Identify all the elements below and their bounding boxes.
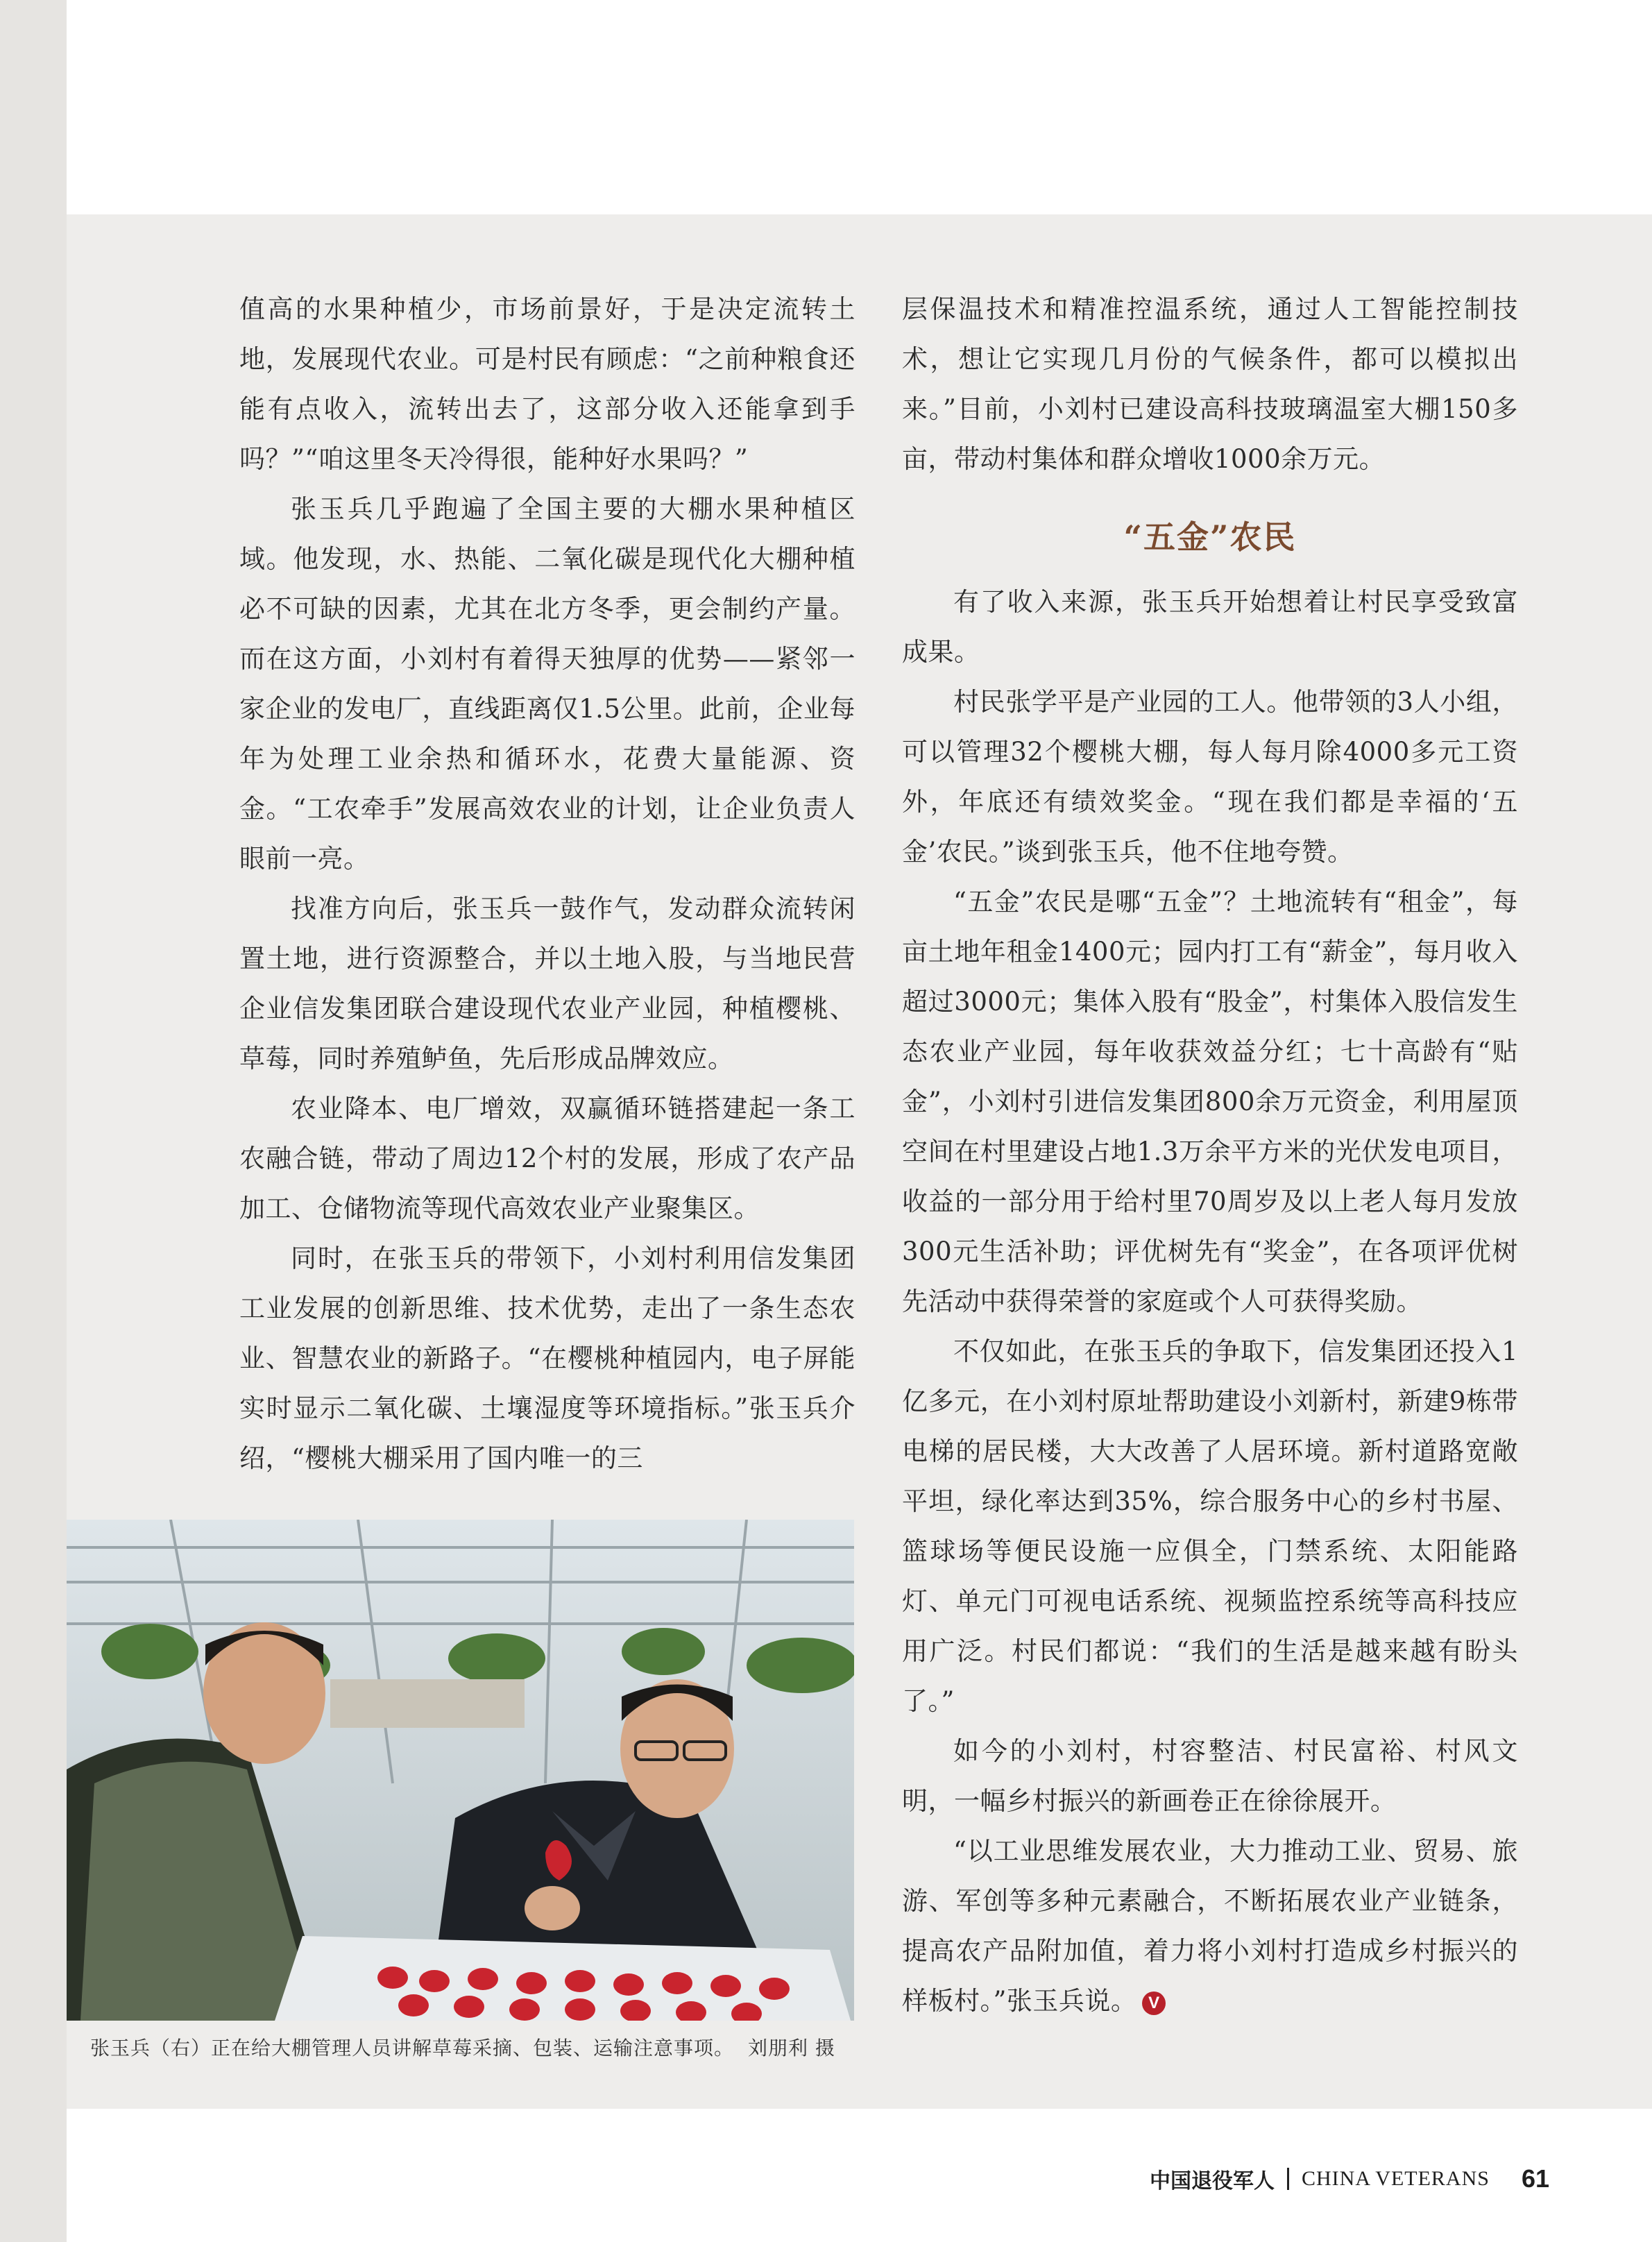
- paragraph: 找准方向后，张玉兵一鼓作气，发动群众流转闲置土地，进行资源整合，并以土地入股，与当地民营企业信发集团联合建设现代农业产业园，种植樱桃、草莓，同时养殖鲈鱼，先后形成品牌效应。: [239, 894, 855, 1073]
- right-text-column: [902, 285, 1518, 2026]
- photo-credit: 刘朋利 摄: [748, 2037, 835, 2060]
- caption-text: 张玉兵（右）正在给大棚管理人员讲解草莓采摘、包装、运输注意事项。: [90, 2037, 735, 2060]
- paragraph: 如今的小刘村，村容整洁、村民富裕、村风文明，一幅乡村振兴的新画卷正在徐徐展开。: [902, 1736, 1518, 1816]
- paragraph-continuation: 值高的水果种植少，市场前景好，于是决定流转土地，发展现代农业。可是村民有顾虑：“之前种粮食还能有点收入，流转出去了，这部分收入还能拿到手吗？”“咱这里冬天冷得很，能种好水果吗？”: [239, 294, 855, 474]
- paragraph: 同时，在张玉兵的带领下，小刘村利用信发集团工业发展的创新思维、技术优势，走出了一条生态农业、智慧农业的新路子。“在樱桃种植园内，电子屏能实时显示二氧化碳、土壤湿度等环境指标。”张玉兵介绍，“樱桃大棚采用了国内唯一的三: [239, 1243, 855, 1473]
- page-number: 61: [1521, 2164, 1549, 2193]
- paragraph: 不仅如此，在张玉兵的争取下，信发集团还投入1亿多元，在小刘村原址帮助建设小刘新村，新建9栋带电梯的居民楼，大大改善了人居环境。新村道路宽敞平坦，绿化率达到35%，综合服务中心的乡村书屋、篮球场等便民设施一应俱全，门禁系统、太阳能路灯、单元门可视电话系统、视频监控系统等高科技应用广泛。村民们都说：“我们的生活是越来越有盼头了。”: [902, 1336, 1518, 1716]
- footer-divider: [1287, 2168, 1289, 2190]
- magazine-name-english: CHINA VETERANS: [1301, 2167, 1490, 2190]
- final-paragraph-text: “以工业思维发展农业，大力推动工业、贸易、旅游、军创等多种元素融合，不断拓展农业产业链条，提高农产品附加值，着力将小刘村打造成乡村振兴的样板村。”张玉兵说。: [902, 1836, 1518, 2016]
- paragraph: “五金”农民是哪“五金”？土地流转有“租金”，每亩土地年租金1400元；园内打工有“薪金”，每月收入超过3000元；集体入股有“股金”，村集体入股信发生态农业产业园，每年收获效益分红；七十高龄有“贴金”，小刘村引进信发集团800余万元资金，利用屋顶空间在村里建设占地1.3万余平方米的光伏发电项目，收益的一部分用于给村里70周岁及以上老人每月发放300元生活补助；评优树先有“奖金”，在各项评优树先活动中获得荣誉的家庭或个人可获得奖励。: [902, 887, 1518, 1316]
- article-photo: [67, 1520, 854, 2021]
- paragraph: 有了收入来源，张玉兵开始想着让村民享受致富成果。: [902, 587, 1518, 667]
- paragraph: 村民张学平是产业园的工人。他带领的3人小组，可以管理32个樱桃大棚，每人每月除4000多元工资外，年底还有绩效奖金。“现在我们都是幸福的‘五金’农民。”谈到张玉兵，他不住地夸赞。: [902, 687, 1518, 867]
- paragraph-final: [902, 1826, 1518, 2026]
- paragraph: 农业降本、电厂增效，双赢循环链搭建起一条工农融合链，带动了周边12个村的发展，形成了农产品加工、仓储物流等现代高效农业产业聚集区。: [239, 1094, 855, 1223]
- left-text-column: [239, 285, 855, 1484]
- end-of-article-icon: V: [1142, 1992, 1166, 2015]
- page-footer: [1150, 2159, 1549, 2198]
- magazine-name-chinese: 中国退役军人: [1149, 2169, 1275, 2193]
- section-heading: “五金”农民: [1123, 518, 1297, 556]
- paragraph-continuation: 层保温技术和精准控温系统，通过人工智能控制技术，想让它实现几月份的气候条件，都可以模拟出来。”目前，小刘村已建设高科技玻璃温室大棚150多亩，带动村集体和群众增收1000余万元。: [902, 294, 1518, 474]
- photo-caption: [90, 2033, 853, 2064]
- page-margin-strip: [0, 0, 67, 2242]
- paragraph: 张玉兵几乎跑遍了全国主要的大棚水果种植区域。他发现，水、热能、二氧化碳是现代化大棚种植必不可缺的因素，尤其在北方冬季，更会制约产量。而在这方面，小刘村有着得天独厚的优势——紧邻一家企业的发电厂，直线距离仅1.5公里。此前，企业每年为处理工业余热和循环水，花费大量能源、资金。“工农牵手”发展高效农业的计划，让企业负责人眼前一亮。: [239, 494, 855, 874]
